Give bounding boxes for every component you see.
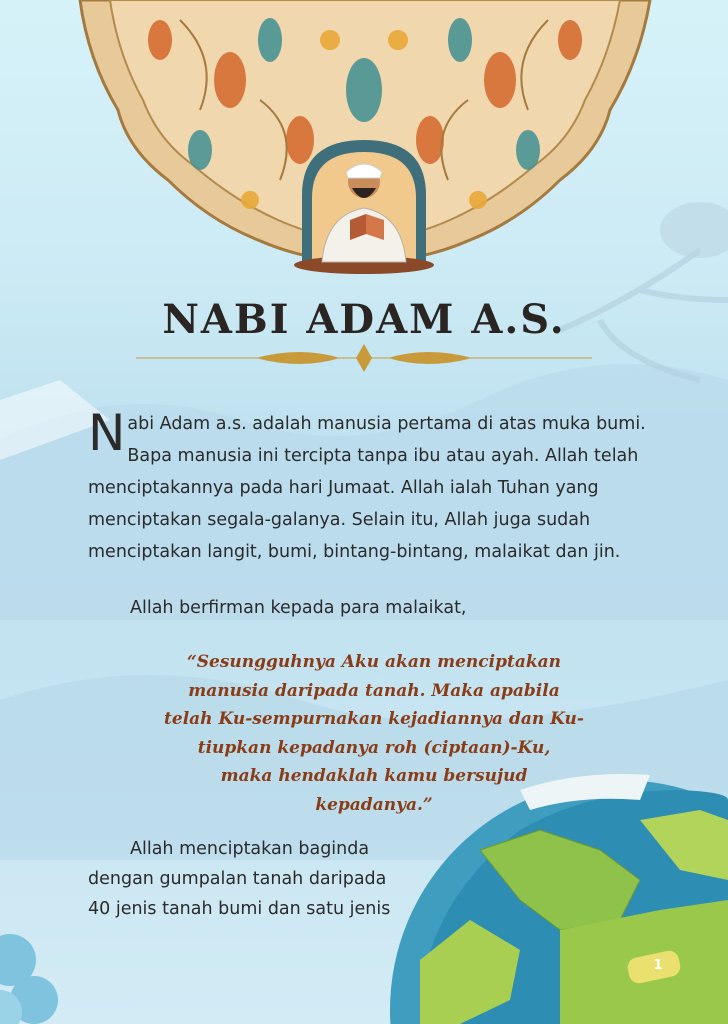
body-paragraph xyxy=(88,404,648,568)
page-number: 1 xyxy=(653,958,663,973)
drop-cap: N xyxy=(88,404,126,462)
intro-line: Allah berfirman kepada para malaikat, xyxy=(130,598,467,618)
quote-line: telah Ku-sempurnakan kejadiannya dan Ku- xyxy=(164,709,584,729)
tail-line: 40 jenis tanah bumi dan satu jenis xyxy=(88,899,391,919)
quote-line: “Sesungguhnya Aku akan menciptakan xyxy=(186,652,562,672)
quote-line: tiupkan kepadanya roh (ciptaan)-Ku, xyxy=(197,737,551,758)
quote-line: kepadanya.” xyxy=(315,794,433,815)
tail-line: Allah menciptakan baginda xyxy=(130,839,370,859)
quote-block xyxy=(118,648,630,819)
quote-line: maka hendaklah kamu bersujud xyxy=(220,766,528,786)
cloud-decoration xyxy=(0,934,58,1024)
scholar-reading-illustration xyxy=(294,140,434,274)
page-title: NABI ADAM A.S. xyxy=(162,296,566,343)
divider-ornament xyxy=(136,344,592,372)
quote-line: manusia daripada tanah. Maka apabila xyxy=(188,680,560,701)
paragraph-text: abi Adam a.s. adalah manusia pertama di atas muka bumi. Bapa manusia ini tercipta tanpa ibu atau ayah. Allah telah menciptakannya pada hari Jumaat. Allah ialah Tuhan yang menciptakan segala-galanya. Selain itu, Allah juga sudah menciptakan langit, bumi, bintang-bintang, malaikat dan jin. xyxy=(88,414,646,562)
tail-line: dengan gumpalan tanah daripada xyxy=(88,869,387,889)
closing-paragraph xyxy=(88,834,428,924)
